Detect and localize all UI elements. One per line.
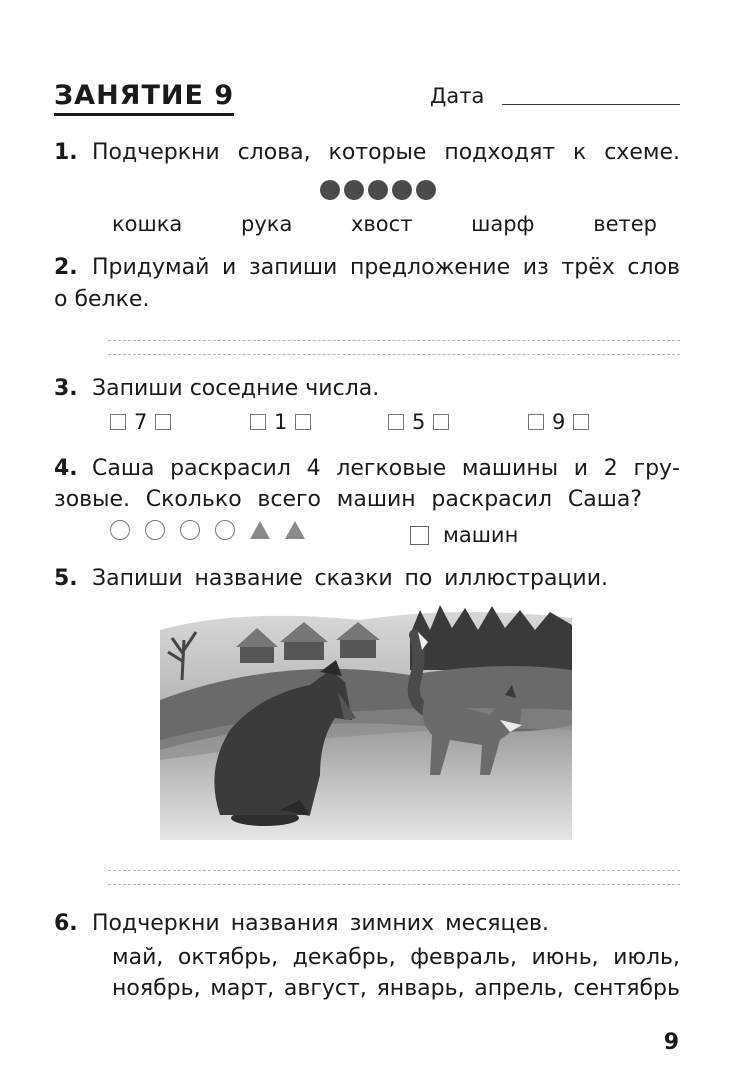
months-line-1: май, октябрь, декабрь, февраль, июнь, июль,: [112, 945, 680, 970]
number-group: [388, 410, 449, 434]
answer-line[interactable]: [108, 354, 680, 355]
given-number: 7: [134, 410, 148, 434]
scheme-dot: [416, 180, 436, 200]
months-line-2: ноябрь, март, август, январь, апрель, сентябрь: [112, 976, 680, 1001]
answer-line[interactable]: [108, 884, 680, 885]
answer-cars: [410, 523, 518, 547]
number-group: [110, 410, 171, 434]
task-5-number: 5.: [54, 566, 78, 591]
answer-box[interactable]: [295, 414, 311, 430]
task-5-text: Запиши название сказки по иллюстрации.: [92, 566, 608, 591]
number-group: [250, 410, 311, 434]
circle-icon: [215, 520, 235, 540]
task-4-number: 4.: [54, 456, 78, 481]
circle-icon: [180, 520, 200, 540]
word-option[interactable]: хвост: [351, 212, 413, 236]
circle-icon: [110, 520, 130, 540]
task-3-number: 3.: [54, 376, 78, 401]
shape-scheme: [110, 520, 305, 540]
scheme-dot: [368, 180, 388, 200]
task-2-line1: Придумай и запиши предложение из трёх слов: [92, 255, 680, 280]
date-input-line[interactable]: [502, 104, 680, 105]
scheme-dot: [344, 180, 364, 200]
answer-unit: машин: [443, 523, 519, 547]
task-1-text: Подчеркни слова, которые подходят к схеме.: [92, 140, 680, 165]
word-option[interactable]: ветер: [593, 212, 657, 236]
word-option[interactable]: шарф: [471, 212, 535, 236]
scheme-dot: [392, 180, 412, 200]
given-number: 1: [274, 410, 288, 434]
answer-box[interactable]: [410, 526, 429, 545]
task-4-line2: зовые. Сколько всего машин раскрасил Саша?: [54, 487, 642, 512]
word-option[interactable]: рука: [241, 212, 293, 236]
task-1-number: 1.: [54, 140, 78, 165]
fairy-tale-illustration: [160, 600, 572, 840]
date-label: Дата: [430, 84, 485, 108]
task-6-text: Подчеркни названия зимних месяцев.: [92, 911, 549, 936]
answer-box[interactable]: [528, 414, 544, 430]
word-option[interactable]: кошка: [112, 212, 183, 236]
given-number: 5: [412, 410, 426, 434]
task-3-text: Запиши соседние числа.: [92, 376, 380, 401]
answer-box[interactable]: [388, 414, 404, 430]
answer-box[interactable]: [573, 414, 589, 430]
scheme-dot: [320, 180, 340, 200]
answer-line[interactable]: [108, 870, 680, 871]
given-number: 9: [552, 410, 566, 434]
answer-box[interactable]: [250, 414, 266, 430]
number-group: [528, 410, 589, 434]
triangle-icon: [250, 521, 270, 539]
triangle-icon: [285, 521, 305, 539]
lesson-title: ЗАНЯТИЕ 9: [54, 80, 234, 116]
answer-box[interactable]: [433, 414, 449, 430]
task-2-number: 2.: [54, 255, 78, 280]
answer-line[interactable]: [108, 340, 680, 341]
sound-scheme: [320, 180, 436, 200]
task-6-number: 6.: [54, 911, 78, 936]
page-number: 9: [663, 1030, 679, 1055]
answer-box[interactable]: [155, 414, 171, 430]
task-4-line1: Саша раскрасил 4 легковые машины и 2 гру-: [92, 456, 680, 481]
word-options: [112, 212, 657, 236]
circle-icon: [145, 520, 165, 540]
task-2-line2: о белке.: [54, 287, 150, 312]
answer-box[interactable]: [110, 414, 126, 430]
